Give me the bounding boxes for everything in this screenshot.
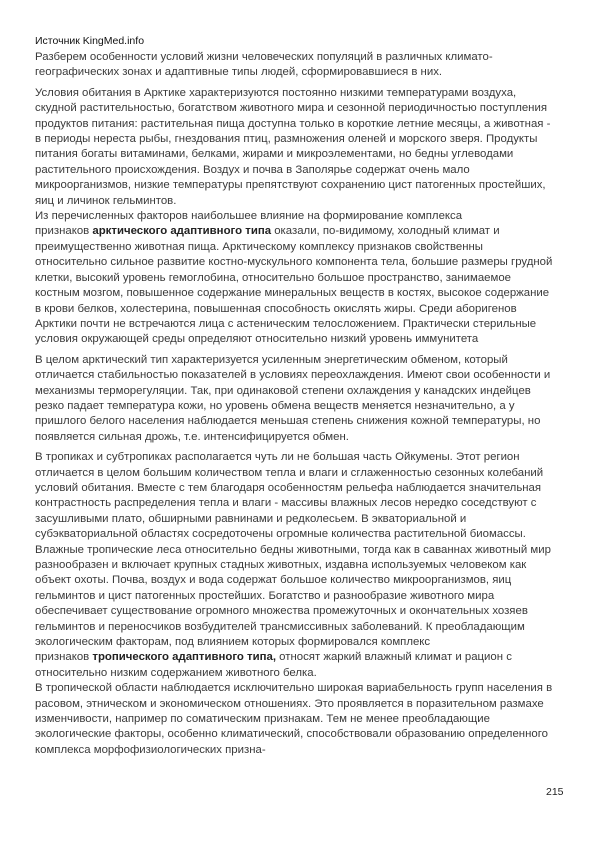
text-line: экологическим факторам, под влиянием которых формировался комплекс [35,636,431,649]
text-line: В тропической области наблюдается исключительно широкая вариабельность групп населения в [35,682,553,695]
text-line: механизмы терморегуляции. Так, при одинаковой степени охлаждения у канадских индейцев [35,384,531,397]
text-line: В тропиках и субтропиках располагается чуть ли не большая часть Ойкумены. Этот регион [35,451,520,464]
text-line: изменчивости, например по соматическим признакам. Тем не менее преобладающие [35,713,490,726]
text-line: отличается стабильностью показателей в условиях переохлаждения. Имеют свои особенности и [35,369,551,382]
document-body [35,50,570,763]
paragraph [35,450,570,758]
paragraph [35,86,570,348]
paragraph [35,353,570,445]
text-line: отличается в целом большим количеством тепла и влаги и сглаженностью сезонных колебаний [35,466,544,479]
text-line: географических зонах и адаптивные типы людей, сформировавшиеся в них. [35,66,443,79]
text-line: экологические факторы, особенно климатический, способствовали образованию определенного [35,728,548,741]
text-line: Разберем особенности условий жизни человеческих популяций в различных климато- [35,51,493,63]
text-line: яиц и личинок гельминтов. [35,194,177,207]
text-line: относительно низким содержанием животного белка. [35,666,317,679]
text-line: продуктов питания: растительная пища доступна только в короткие летние месяцы, а животная - [35,117,551,130]
text-line: контрастность распределения тепла и влаги - массивы влажных лесов нередко соседствуют с [35,497,537,510]
text-line: Влажные тропические леса относительно бедны животными, тогда как в саваннах животный мир [35,543,551,556]
text-line: обеспечивает существование огромного множества промежуточных и окончательных хозяев [35,605,528,618]
text-line: разнообразен и включает крупных стадных животных, издавна используемых человеком как [35,559,527,571]
text-line: клетки, высокий уровень гемоглобина, относительно большое пространство, занимаемое [35,271,512,284]
text-span: признаков [35,225,93,238]
text-line: В целом арктический тип характеризуется усиленным энергетическим обменом, который [35,353,508,366]
text-line: питания богаты витаминами, белками, жирами и микроэлементами, но бедны углеводами [35,148,514,161]
bold-term: тропического адаптивного типа, [92,651,277,664]
text-line: условия окружающей среды определяют относительно низкий уровень иммунитета [35,333,479,346]
text-line [35,650,570,665]
text-line: гельминтов и цист патогенных простейших. Богатство и разнообразие животного мира [35,589,495,602]
text-line: микроорганизмов, низкие температуры препятствуют сохранению цист патогенных простейших, [35,179,546,192]
text-line: скудной растительностью, богатством животного мира и сезонной периодичностью поступления [35,102,548,115]
paragraph [35,50,570,81]
page-number: 215 [546,786,564,798]
text-line: условий обитания. Вместе с тем благодаря особенностям рельефа наблюдается значительная [35,481,542,494]
text-line: пришлого белого населения наблюдается меньшая степень снижения кожной температуры, но [35,415,541,428]
bold-term: арктического адаптивного типа [92,225,272,238]
text-span: признаков [35,651,93,664]
text-line: костным мозгом, повышенное содержание минеральных веществ в костях, высокое содержание [35,287,550,300]
text-line: в периоды нереста рыбы, гнездования птиц, размножения оленей и морского зверя. Продукты [35,133,538,146]
text-line: преимущественно животная пища. Арктическому комплексу признаков свойственны [35,240,483,253]
text-span: оказали, по-видимому, холодный климат и [271,225,500,238]
text-line: Арктики почти не встречаются лица с астеническим телосложением. Практически стерильные [35,317,537,330]
text-line: засушливыми плато, обширными равнинами и редколесьем. В экваториальной и [35,512,467,525]
text-line: Из перечисленных факторов наибольшее влияние на формирование комплекса [35,210,463,223]
text-line: объект охоты. Почва, воздух и вода содержат большое количество микроорганизмов, яиц [35,574,512,587]
text-line: субэкваториальной областях сосредоточены огромные количества растительной биомассы. [35,528,526,541]
text-line: комплекса морфофизиологических призна- [35,743,266,756]
text-line: появляется сильная дрожь, т.е. интенсифицируется обмен. [35,430,349,443]
text-line: Условия обитания в Арктике характеризуются постоянно низкими температурами воздуха, [35,86,517,99]
source-label: Источник KingMed.info [35,35,145,47]
text-span: относят жаркий влажный климат и рацион с [276,651,512,664]
text-line: резко падает температура кожи, но уровень обмена веществ меняется незначительно, а у [35,399,515,412]
text-line: относительно сильное развитие костно-мускульного компонента тела, большие размеры грудной [35,256,553,269]
text-line [35,224,570,239]
text-line: растительного происхождения. Воздух и почва в Заполярье содержат очень мало [35,163,470,176]
text-line: гельминтов и переносчиков возбудителей трансмиссивных заболеваний. К преобладающим [35,620,525,633]
text-line: в крови белков, холестерина, повышенная способность окислять жиры. Среди аборигенов [35,302,517,315]
text-line: расовом, этническом и экономическом отношениях. Это проявляется в поразительном размахе [35,697,544,710]
